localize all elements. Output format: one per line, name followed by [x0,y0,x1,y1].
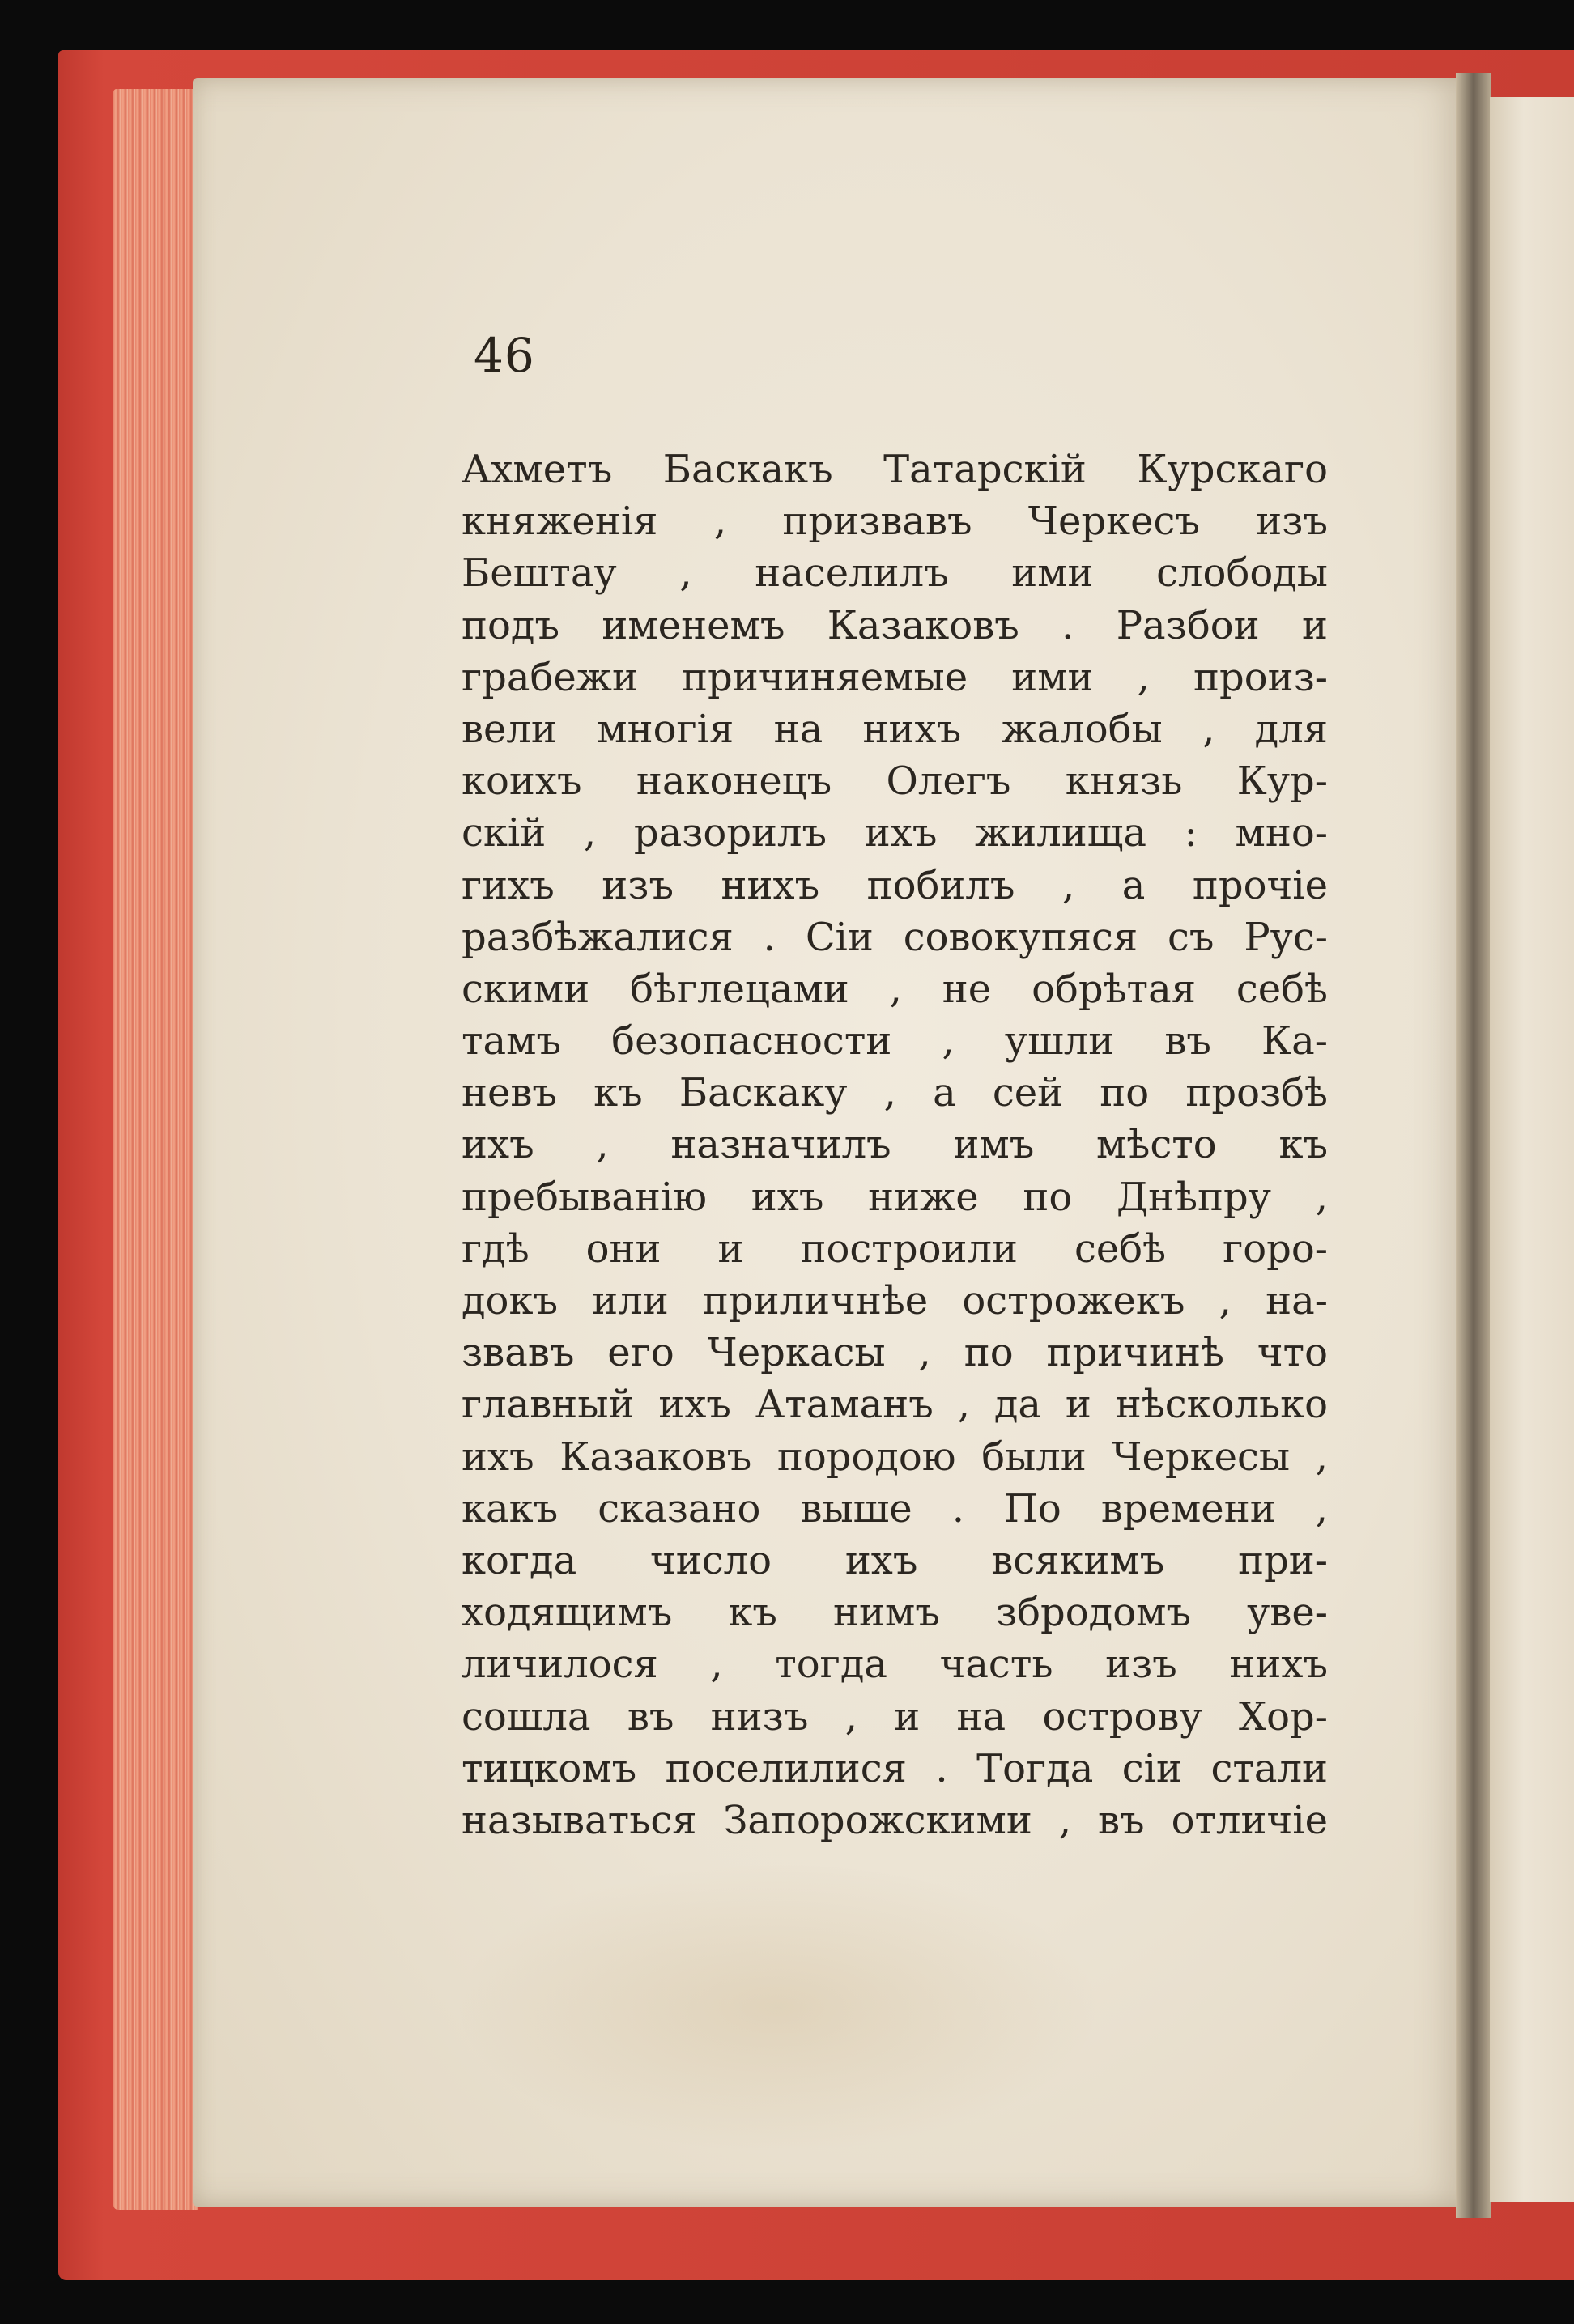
right-page-edge [1490,97,1574,2202]
text-line: когда число ихъ всякимъ при- [462,1537,1328,1583]
text-line: грабежи причиняемые ими , произ- [462,654,1328,700]
text-line: докъ или приличнѣе острожекъ , на- [462,1278,1328,1323]
page-body-text [462,444,1328,1846]
text-line: ихъ Казаковъ породою были Черкесы , [462,1434,1328,1480]
text-line: разбѣжалися . Сіи совокупяся съ Рус- [462,914,1328,960]
text-line: тицкомъ поселилися . Тогда сіи стали [462,1745,1328,1791]
text-line: ходящимъ къ нимъ збродомъ уве- [462,1590,1328,1636]
text-line: Бештау , населилъ ими слободы [462,550,1328,597]
text-line: сошла въ низъ , и на острову Хор- [462,1693,1328,1740]
text-line: скими бѣглецами , не обрѣтая себѣ [462,966,1328,1012]
text-line: главный ихъ Атаманъ , да и нѣсколько [462,1382,1328,1428]
text-line: гдѣ они и построили себѣ горо- [462,1226,1328,1272]
text-line: пребыванію ихъ ниже по Днѣпру , [462,1174,1328,1220]
text-line: называться Запорожскими , въ отличіе [462,1797,1328,1843]
text-line: скій , разорилъ ихъ жилища : мно- [462,810,1328,856]
binding-gutter [1456,73,1491,2218]
page-number: 46 [474,328,535,383]
text-line: Ахметъ Баскакъ Татарскій Курскаго [462,447,1328,492]
text-line: гихъ изъ нихъ побилъ , а прочіе [462,862,1328,908]
text-line: звавъ его Черкасы , по причинѣ что [462,1330,1328,1376]
text-line: княженія , призвавъ Черкесъ изъ [462,499,1328,545]
text-line: коихъ наконецъ Олегъ князь Кур- [462,758,1328,805]
page-edges [113,89,198,2210]
text-line: какъ сказано выше . По времени , [462,1485,1328,1532]
text-line: ихъ , назначилъ имъ мѣсто къ [462,1122,1328,1168]
text-line: личилося , тогда часть изъ нихъ [462,1642,1328,1688]
text-line: невъ къ Баскаку , а сей по прозбѣ [462,1070,1328,1116]
text-line: тамъ безопасности , ушли въ Ка- [462,1018,1328,1064]
text-line: вели многія на нихъ жалобы , для [462,706,1328,752]
text-line: подъ именемъ Казаковъ . Разбои и [462,602,1328,648]
